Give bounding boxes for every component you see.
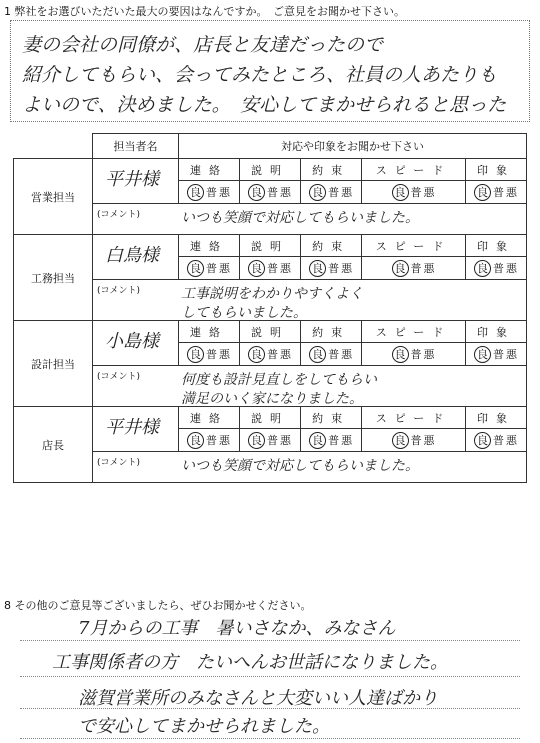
rating-option: 良 [474, 346, 491, 363]
rating-option: 普 [328, 347, 340, 361]
category-label: 連絡 [190, 411, 229, 425]
staff-name-signature: 小島様 [105, 331, 159, 352]
category-header [301, 321, 362, 343]
rating-cell [465, 343, 526, 366]
comment-line: 何度も設計見直しをしてもらい [181, 372, 377, 388]
question-1-label: 1 弊社をお選びいただいた最大の要因はなんですか。 ご意見をお聞かせ下さい。 [4, 5, 405, 18]
rating-option: 良 [187, 432, 204, 449]
category-header [301, 159, 362, 181]
rating-option: 悪 [341, 347, 353, 361]
category-label: 印象 [476, 163, 515, 177]
category-header [240, 407, 301, 429]
category-header [179, 235, 240, 257]
rating-option: 普 [267, 261, 279, 275]
question-8-answer-line: 7月からの工事 暑いさなか、みなさん [78, 618, 396, 639]
category-label: 約束 [312, 325, 351, 339]
comment-text [181, 457, 518, 476]
rating-option: 普 [206, 347, 218, 361]
category-header [362, 235, 466, 257]
comment-label: (コメント) [97, 458, 141, 468]
rating-option: 良 [248, 432, 265, 449]
rating-option: 普 [410, 433, 422, 447]
rating-option: 悪 [341, 261, 353, 275]
rating-option: 良 [392, 432, 409, 449]
staff-evaluation-table [13, 133, 527, 483]
staff-name-cell [93, 235, 179, 280]
section-label: 店長 [14, 407, 93, 483]
rating-cell [179, 181, 240, 204]
rating-option: 普 [206, 185, 218, 199]
comment-line: してもらいました。 [181, 305, 307, 321]
rating-option: 良 [187, 346, 204, 363]
rating-cell [301, 343, 362, 366]
rating-option: 良 [309, 346, 326, 363]
category-row [14, 159, 527, 181]
section-label: 営業担当 [14, 159, 93, 235]
rating-cell [301, 181, 362, 204]
category-label: 連絡 [190, 239, 229, 253]
header-feedback: 対応や印象をお聞かせ下さい [179, 134, 527, 159]
header-staff-name: 担当者名 [93, 134, 179, 159]
rating-option: 悪 [423, 347, 435, 361]
question-1-answer-line: 紹介してもらい、会ってみたところ、社員の人あたりも [22, 64, 498, 86]
rating-cell [465, 257, 526, 280]
rating-option: 普 [267, 433, 279, 447]
category-row [14, 321, 527, 343]
category-header [179, 159, 240, 181]
category-label: スピード [375, 163, 452, 177]
rating-cell [465, 429, 526, 452]
comment-text [181, 285, 518, 323]
category-label: 約束 [312, 239, 351, 253]
category-label: 説明 [251, 163, 290, 177]
rating-option: 普 [206, 261, 218, 275]
rating-option: 良 [474, 184, 491, 201]
rating-cell [301, 429, 362, 452]
staff-name-cell [93, 321, 179, 366]
rating-cell [362, 343, 466, 366]
rating-cell [240, 429, 301, 452]
rating-option: 普 [410, 347, 422, 361]
rating-option: 良 [392, 346, 409, 363]
category-label: スピード [375, 325, 452, 339]
rating-cell [240, 181, 301, 204]
category-header [362, 159, 466, 181]
rating-option: 悪 [280, 261, 292, 275]
category-row [14, 235, 527, 257]
rating-option: 良 [248, 184, 265, 201]
rating-cell [179, 257, 240, 280]
comment-line: 満足のいく家になりました。 [181, 391, 363, 407]
category-label: 連絡 [190, 325, 229, 339]
category-header [179, 407, 240, 429]
comment-label: (コメント) [97, 286, 141, 296]
staff-name-cell [93, 407, 179, 452]
question-8-label: 8 その他のご意見等ございましたら、ぜひお聞かせください。 [4, 599, 312, 612]
category-label: スピード [375, 411, 452, 425]
comment-cell [93, 452, 527, 483]
question-8-answer-line: 滋賀営業所のみなさんと大変いい人達ばかり [78, 688, 438, 709]
rating-option: 普 [410, 261, 422, 275]
rating-option: 普 [328, 185, 340, 199]
rating-option: 普 [492, 185, 504, 199]
section-label: 工務担当 [14, 235, 93, 321]
rating-option: 悪 [505, 261, 517, 275]
rating-cell [465, 181, 526, 204]
category-label: 印象 [476, 325, 515, 339]
rating-option: 悪 [505, 433, 517, 447]
question-8-answer-line: 工事関係者の方 たいへんお世話になりました。 [52, 652, 448, 673]
rating-option: 良 [309, 432, 326, 449]
category-header [465, 407, 526, 429]
comment-line: いつも笑顔で対応してもらいました。 [181, 210, 419, 226]
staff-name-signature: 平井様 [105, 169, 159, 190]
comment-cell [93, 280, 527, 321]
rating-option: 良 [309, 260, 326, 277]
section-label: 設計担当 [14, 321, 93, 407]
rating-option: 良 [309, 184, 326, 201]
category-header [240, 159, 301, 181]
question-1-answer-line: 妻の会社の同僚が、店長と友達だったので [22, 34, 384, 56]
category-header [465, 235, 526, 257]
staff-name-signature: 平井様 [105, 417, 159, 438]
question-8-answer-line: で安心してまかせられました。 [78, 716, 330, 737]
rating-option: 悪 [423, 261, 435, 275]
staff-name-cell [93, 159, 179, 204]
rating-cell [179, 343, 240, 366]
rating-option: 悪 [280, 347, 292, 361]
category-header [240, 235, 301, 257]
category-row [14, 407, 527, 429]
category-header [240, 321, 301, 343]
rating-option: 普 [328, 261, 340, 275]
rating-cell [362, 429, 466, 452]
rating-option: 悪 [219, 347, 231, 361]
rating-option: 普 [206, 433, 218, 447]
rating-option: 悪 [341, 185, 353, 199]
rating-option: 良 [474, 432, 491, 449]
rating-cell [240, 343, 301, 366]
rating-option: 普 [267, 185, 279, 199]
rating-option: 普 [492, 433, 504, 447]
rating-cell [301, 257, 362, 280]
rating-option: 普 [328, 433, 340, 447]
rating-option: 良 [187, 184, 204, 201]
table-header-row [14, 134, 527, 159]
rating-option: 良 [392, 260, 409, 277]
category-header [362, 321, 466, 343]
category-header [362, 407, 466, 429]
category-label: 説明 [251, 239, 290, 253]
rating-option: 良 [248, 260, 265, 277]
category-label: スピード [375, 239, 452, 253]
category-label: 約束 [312, 163, 351, 177]
category-label: 説明 [251, 411, 290, 425]
rating-option: 良 [392, 184, 409, 201]
rating-option: 悪 [505, 347, 517, 361]
comment-text [181, 371, 518, 409]
comment-cell [93, 366, 527, 407]
rating-cell [240, 257, 301, 280]
comment-label: (コメント) [97, 372, 141, 382]
rating-option: 良 [474, 260, 491, 277]
rating-option: 悪 [219, 185, 231, 199]
category-label: 印象 [476, 411, 515, 425]
category-label: 印象 [476, 239, 515, 253]
category-header [465, 321, 526, 343]
category-label: 連絡 [190, 163, 229, 177]
staff-name-signature: 白鳥様 [105, 245, 159, 266]
rating-option: 悪 [280, 433, 292, 447]
category-header [465, 159, 526, 181]
category-header [301, 235, 362, 257]
rating-option: 悪 [423, 185, 435, 199]
category-header [179, 321, 240, 343]
rating-option: 普 [492, 261, 504, 275]
category-header [301, 407, 362, 429]
rating-option: 悪 [219, 433, 231, 447]
rating-cell [179, 429, 240, 452]
rating-option: 良 [248, 346, 265, 363]
category-label: 約束 [312, 411, 351, 425]
rating-cell [362, 181, 466, 204]
rating-option: 普 [267, 347, 279, 361]
rating-option: 悪 [423, 433, 435, 447]
rating-option: 悪 [341, 433, 353, 447]
rating-option: 悪 [219, 261, 231, 275]
rating-option: 悪 [280, 185, 292, 199]
comment-line: 工事説明をわかりやすくよく [181, 286, 363, 302]
comment-line: いつも笑顔で対応してもらいました。 [181, 458, 419, 474]
rating-cell [362, 257, 466, 280]
rating-option: 悪 [505, 185, 517, 199]
question-1-answer-line: よいので、決めました。 安心してまかせられると思った [22, 94, 507, 116]
comment-label: (コメント) [97, 210, 141, 220]
category-label: 説明 [251, 325, 290, 339]
comment-text [181, 209, 518, 228]
comment-cell [93, 204, 527, 235]
rating-option: 良 [187, 260, 204, 277]
rating-option: 普 [410, 185, 422, 199]
rating-option: 普 [492, 347, 504, 361]
